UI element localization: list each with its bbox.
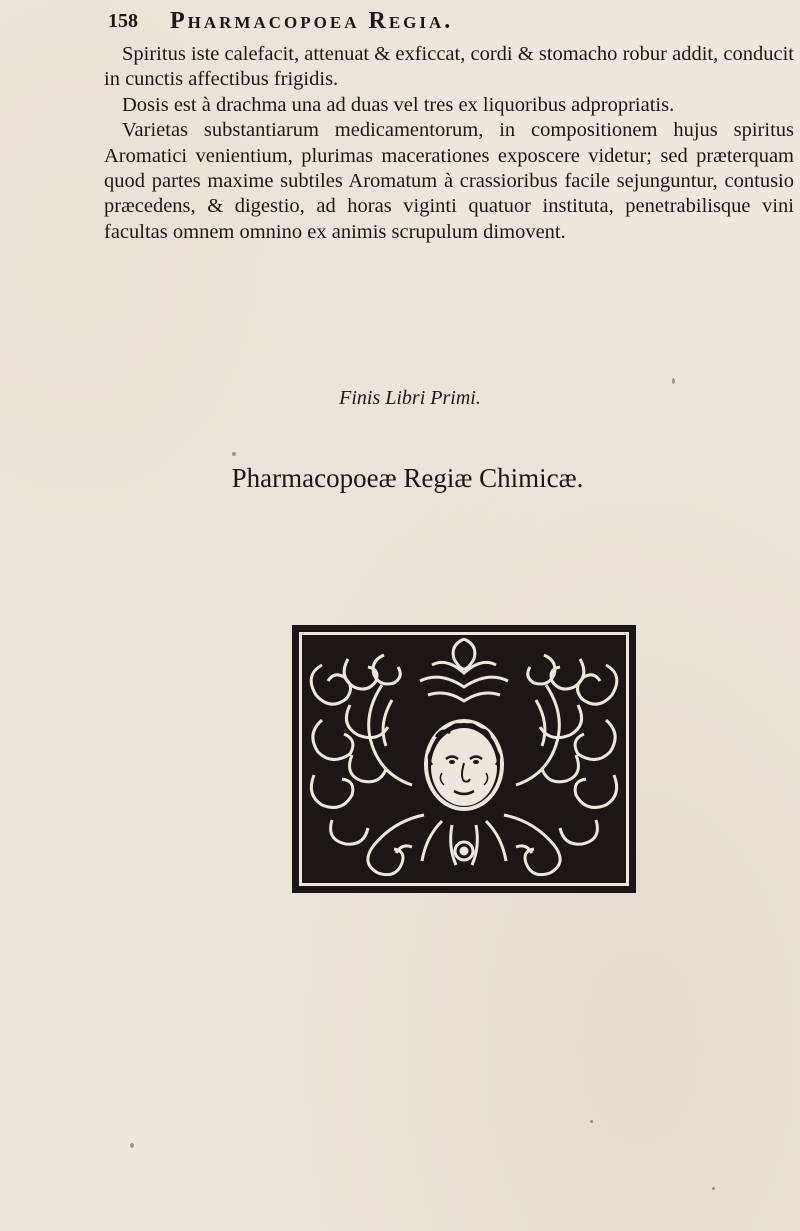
page-number: 158	[108, 10, 138, 32]
section-title: Pharmacopoeæ Regiæ Chimicæ.	[231, 463, 584, 493]
cherub-head-with-wings-ornament-icon	[292, 625, 636, 893]
paragraph-varietas: Varietas substantiarum medicamentorum, in compositionem hujus spiritus Aromatici venientium, plurimas macerationes exposcere videtur; sed prӕterquam quod partes maxime subtiles Aromatum à crassioribus facile sejunguntur, contusio prӕcedens, & digestio, ad horas viginti quatuor instituta, penetrabilisque vini facultas omnem omnino ex animis scrupulum dimovent.	[104, 119, 794, 243]
body-text	[104, 42, 794, 245]
ink-speck	[232, 452, 236, 456]
ink-speck	[712, 1187, 715, 1190]
finis-libri: Finis Libri Primi.	[339, 387, 481, 409]
running-head: Pharmacopoea Regia.	[170, 8, 454, 34]
paragraph-spiritus: Spiritus iste calefacit, attenuat & exficcat, cordi & stomacho robur addit, conducit in cunctis affectibus frigidis.	[104, 43, 794, 91]
page-header	[108, 8, 708, 42]
ink-speck	[130, 1143, 134, 1148]
ink-speck	[590, 1120, 593, 1123]
paragraph-dosis: Dosis est à drachma una ad duas vel tres ex liquoribus adpropriatis.	[122, 93, 675, 116]
ink-speck	[672, 378, 675, 384]
